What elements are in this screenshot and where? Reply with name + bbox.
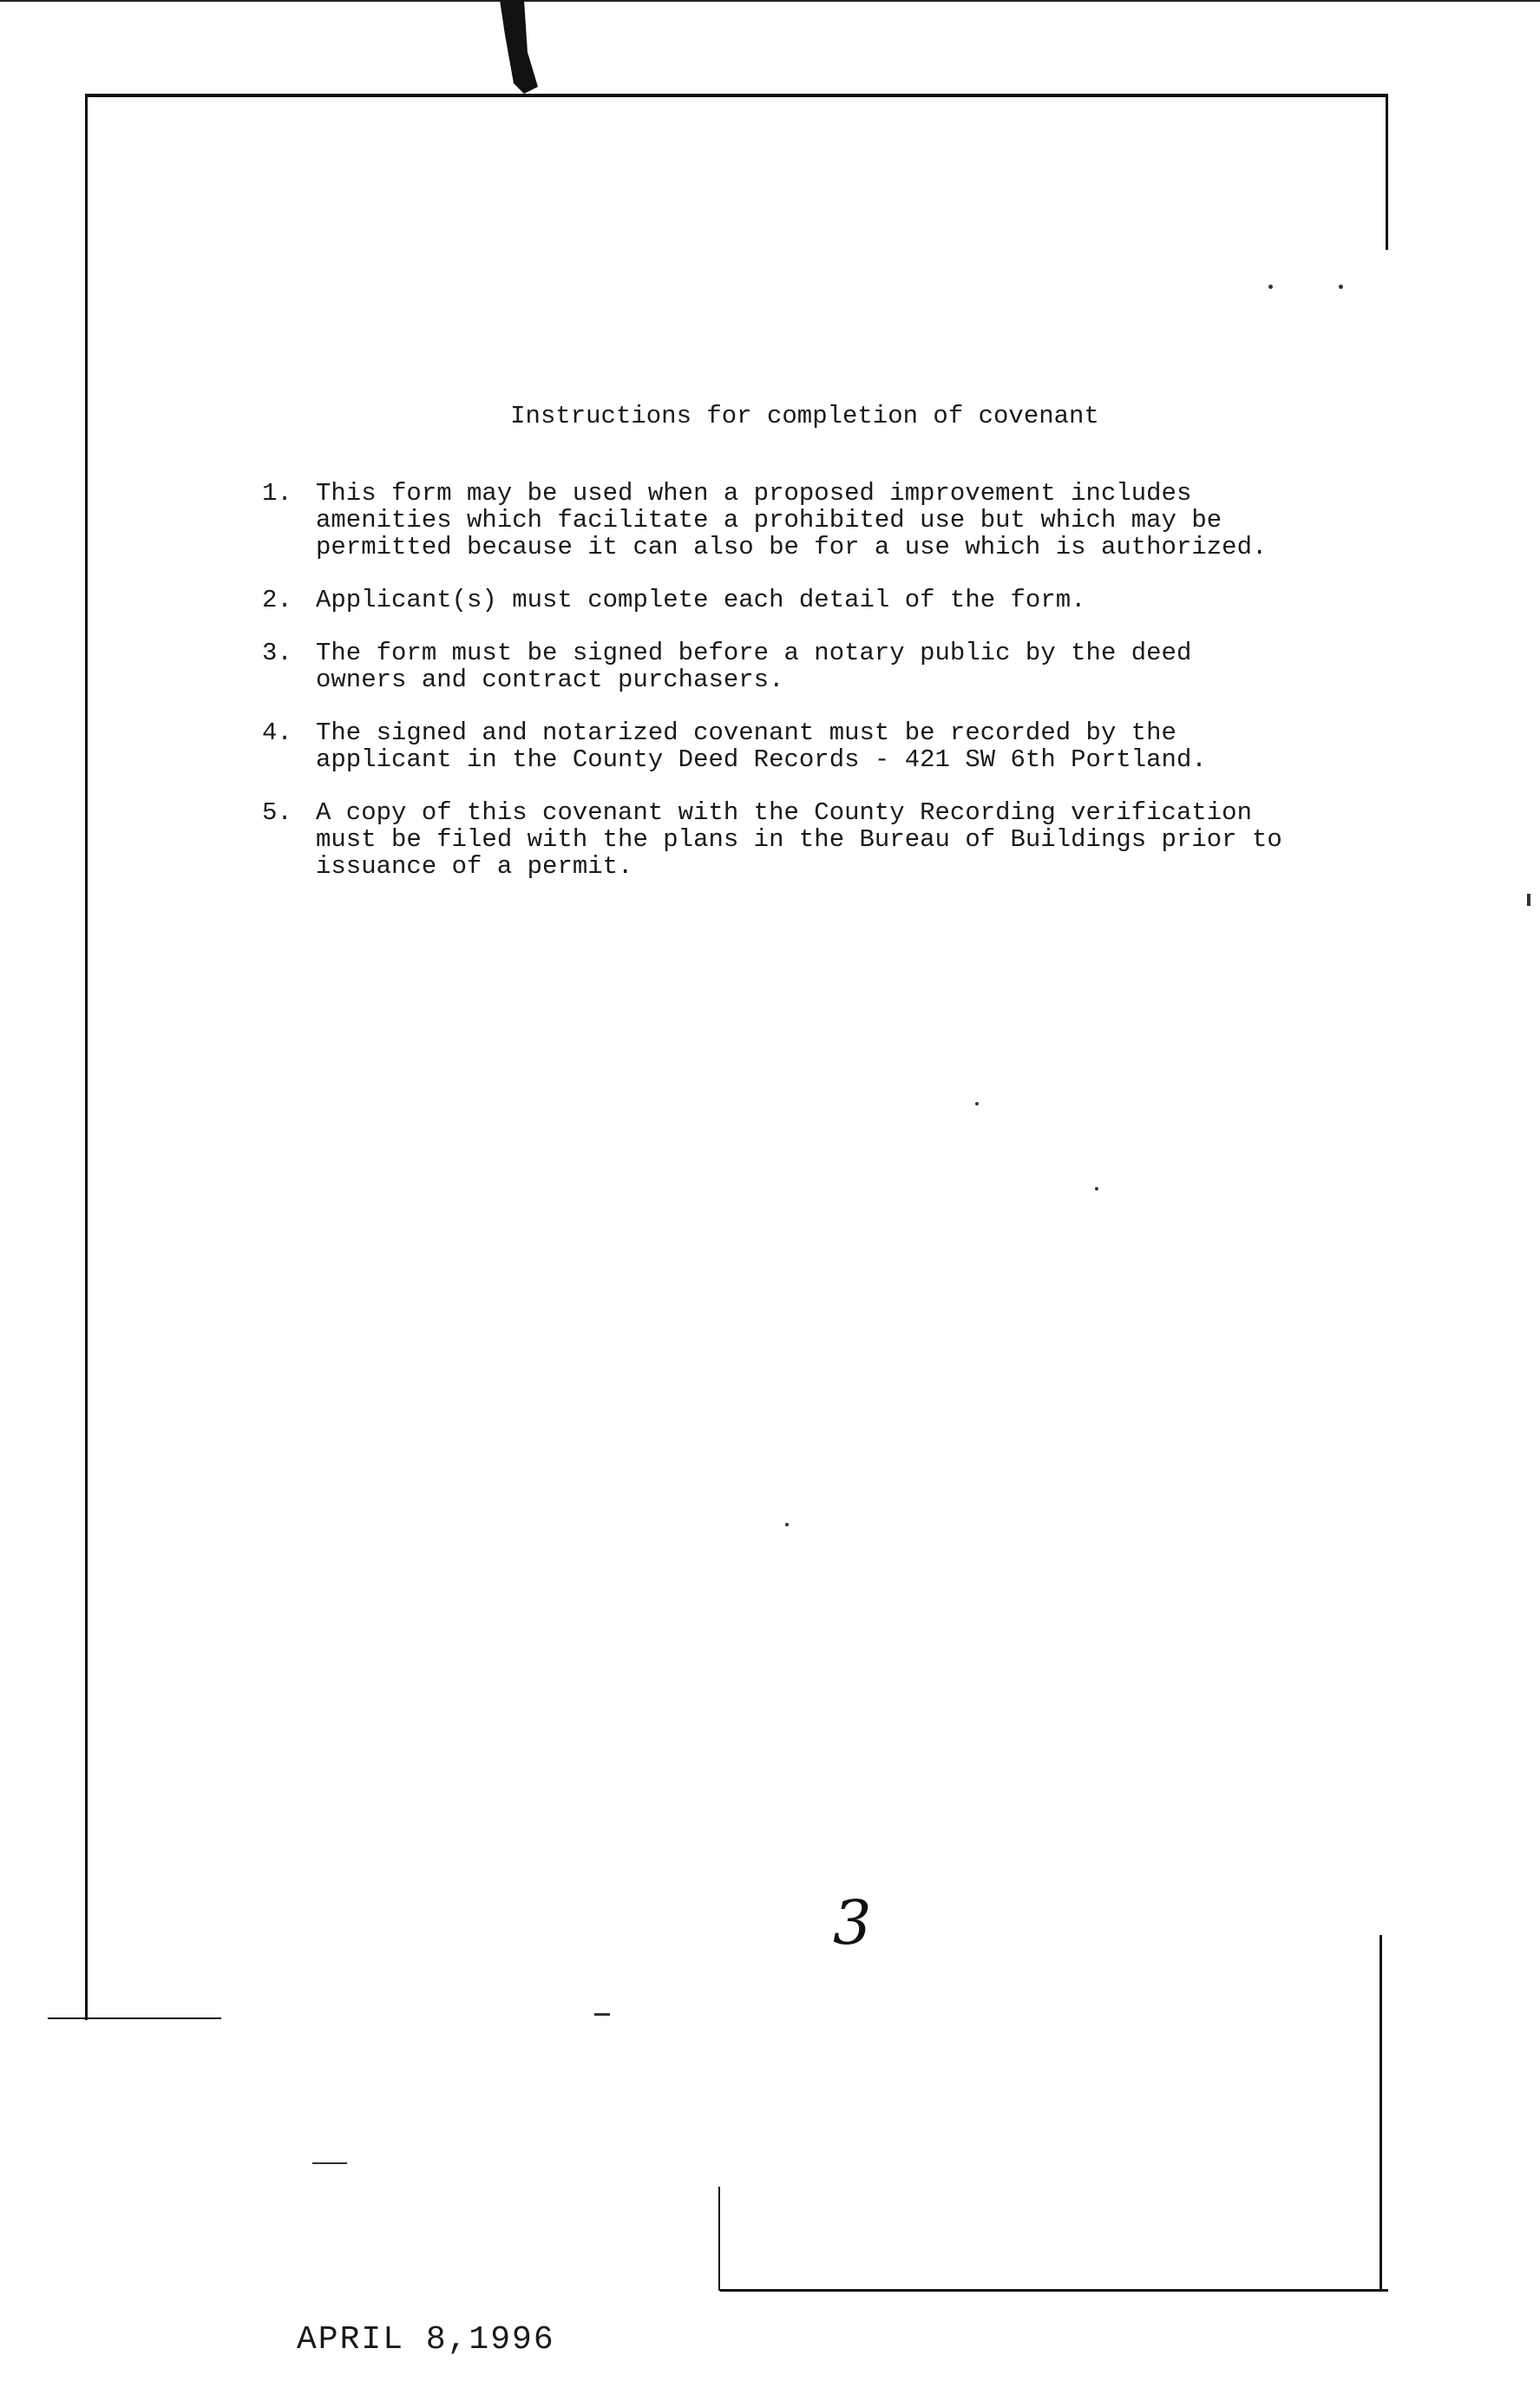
frame-bottom-lower-line [720, 2289, 1388, 2292]
item-number: 2. [262, 586, 292, 614]
list-item [262, 640, 1390, 693]
handwritten-page-number [824, 1883, 894, 1961]
instructions-list [262, 480, 1390, 906]
list-item [262, 587, 1390, 613]
list-item [262, 799, 1390, 880]
frame-top-line [87, 94, 1388, 97]
item-text: Applicant(s) must complete each detail of the form. [316, 586, 1086, 614]
scan-speck [1095, 1187, 1098, 1191]
item-number: 5. [262, 798, 292, 827]
frame-left-line [85, 94, 88, 2020]
item-text: This form may be used when a proposed improvement includes amenities which facilitate a prohibited use but which may be permitted because it can also be for a use which is authorized. [316, 479, 1268, 561]
frame-right-line [1386, 94, 1388, 250]
scan-top-edge [0, 0, 1540, 14]
item-text: The form must be signed before a notary public by the deed owners and contract purchasers. [316, 639, 1192, 694]
page-number-text: 3 [833, 1887, 872, 1958]
scan-speck [785, 1523, 789, 1526]
frame-bottom-line [48, 2017, 221, 2019]
scan-speck [1527, 894, 1530, 906]
scan-speck [1268, 285, 1273, 289]
frame-inner-vertical-line [718, 2187, 720, 2291]
list-item [262, 480, 1390, 561]
item-number: 3. [262, 639, 292, 667]
scan-speck [1339, 285, 1343, 289]
item-number: 4. [262, 718, 292, 747]
scan-speck [975, 1102, 979, 1105]
item-text: A copy of this covenant with the County Recording verification must be filed with the plans in the Bureau of Buildings prior to issuance of a permit. [316, 798, 1282, 881]
document-date: APRIL 8,1996 [297, 2321, 555, 2358]
binding-mark [498, 0, 540, 95]
document-title: Instructions for completion of covenant [510, 402, 1099, 430]
scan-speck [312, 2162, 347, 2164]
frame-right-lower-line [1379, 1935, 1382, 2291]
item-text: The signed and notarized covenant must be recorded by the applicant in the County Deed Records - 421 SW 6th Portland. [316, 718, 1207, 774]
item-number: 1. [262, 479, 292, 508]
list-item [262, 719, 1390, 773]
scan-speck [594, 2013, 610, 2016]
